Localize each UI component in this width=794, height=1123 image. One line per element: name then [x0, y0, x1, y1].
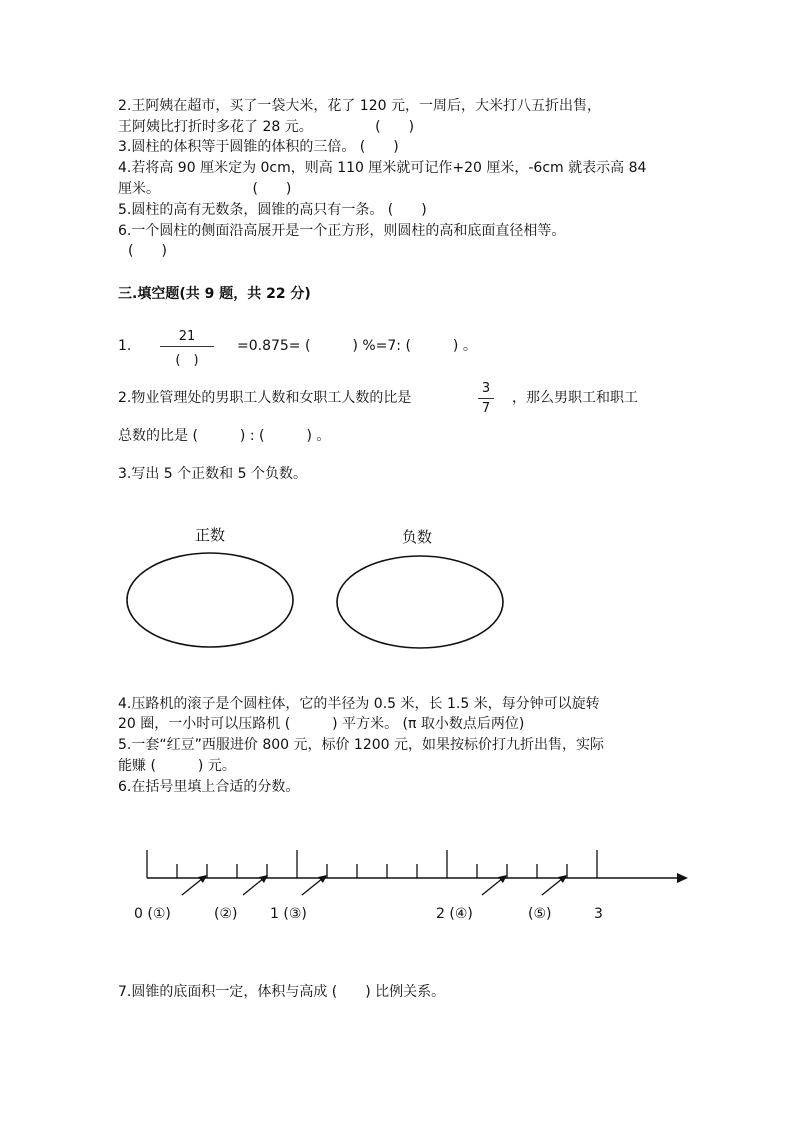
judge-q2-line1: 2.王阿姨在超市，买了一袋大米，花了 120 元，一周后，大米打八五折出售，	[118, 98, 601, 114]
pointer-arrowhead	[558, 875, 567, 883]
pointer-arrow-line	[542, 878, 563, 895]
negative-ellipse[interactable]	[337, 556, 503, 648]
fill-q1-numerator: 21	[178, 329, 196, 344]
pointer-arrow-line	[482, 878, 503, 895]
judge-q2-text: 王阿姨比打折时多花了 28 元。	[118, 119, 313, 135]
numberline-label-1: 1 (③)	[270, 906, 307, 922]
judge-q4-text: 厘米。	[118, 181, 160, 197]
judge-q4-blank[interactable]: ( )	[252, 181, 292, 197]
judge-q6-line1: 6.一个圆柱的侧面沿高展开是一个正方形，则圆柱的高和底面直径相等。	[118, 223, 566, 239]
fill-q1-rest: =0.875= ( ) %=7: ( ) 。	[237, 338, 477, 354]
numberline-label-3: 3	[594, 906, 603, 922]
fill-q4-line2: 20 圈，一小时可以压路机 ( ) 平方米。 (π 取小数点后两位)	[118, 716, 525, 732]
fill-q2-tail: ，那么男职工和职工	[512, 390, 638, 406]
negative-label: 负数	[402, 528, 433, 546]
pointer-arrow-line	[243, 878, 264, 895]
pointer-arrow-line	[302, 878, 323, 895]
fill-q2-text: 2.物业管理处的男职工人数和女职工人数的比是	[118, 390, 412, 406]
pointer-arrowhead	[318, 875, 327, 883]
fill-q5-line1: 5.一套“红豆”西服进价 800 元，标价 1200 元，如果按标价打九折出售，实际	[118, 737, 605, 753]
positive-label: 正数	[195, 526, 226, 544]
judge-q5: 5.圆柱的高有无数条，圆锥的高只有一条。 ( )	[118, 202, 427, 218]
fill-q6: 6.在括号里填上合适的分数。	[118, 779, 300, 795]
numberline-label-2: (②)	[214, 906, 238, 922]
positive-ellipse[interactable]	[127, 553, 293, 647]
numberline-label-5: (⑤)	[528, 906, 552, 922]
numberline-label-0: 0 (①)	[134, 906, 171, 922]
fill-q3: 3.写出 5 个正数和 5 个负数。	[118, 466, 307, 482]
fill-q1-denominator[interactable]: ( )	[175, 353, 199, 368]
pointer-arrowhead	[198, 875, 207, 883]
fill-q7: 7.圆锥的底面积一定，体积与高成 ( ) 比例关系。	[118, 984, 446, 1000]
fill-q2-numerator: 3	[481, 381, 491, 396]
fill-q4-line1: 4.压路机的滚子是个圆柱体，它的半径为 0.5 米，长 1.5 米，每分钟可以旋转	[118, 696, 600, 712]
fill-q2-denominator: 7	[481, 401, 491, 416]
judge-q6-blank[interactable]: ( )	[128, 243, 167, 259]
number-line-ticks	[147, 850, 597, 878]
judge-q3: 3.圆柱的体积等于圆锥的体积的三倍。 ( )	[118, 139, 399, 155]
numberline-label-2b: 2 (④)	[436, 906, 473, 922]
pointer-arrowhead	[259, 875, 268, 883]
fill-q1-prefix: 1.	[118, 338, 132, 354]
fill-q2-line2: 总数的比是 ( ) : ( ) 。	[118, 428, 331, 444]
pointer-arrowhead	[498, 875, 507, 883]
section-title: 三.填空题(共 9 题，共 22 分)	[118, 286, 311, 302]
pointer-arrow-line	[182, 878, 203, 895]
fill-q5-line2: 能赚 ( ) 元。	[118, 758, 236, 774]
judge-q4-line1: 4.若将高 90 厘米定为 0cm，则高 110 厘米就可记作+20 厘米，-6cm 就表示高 84	[118, 160, 647, 176]
number-line-arrowhead	[677, 873, 688, 883]
judge-q2-blank[interactable]: ( )	[375, 119, 415, 135]
